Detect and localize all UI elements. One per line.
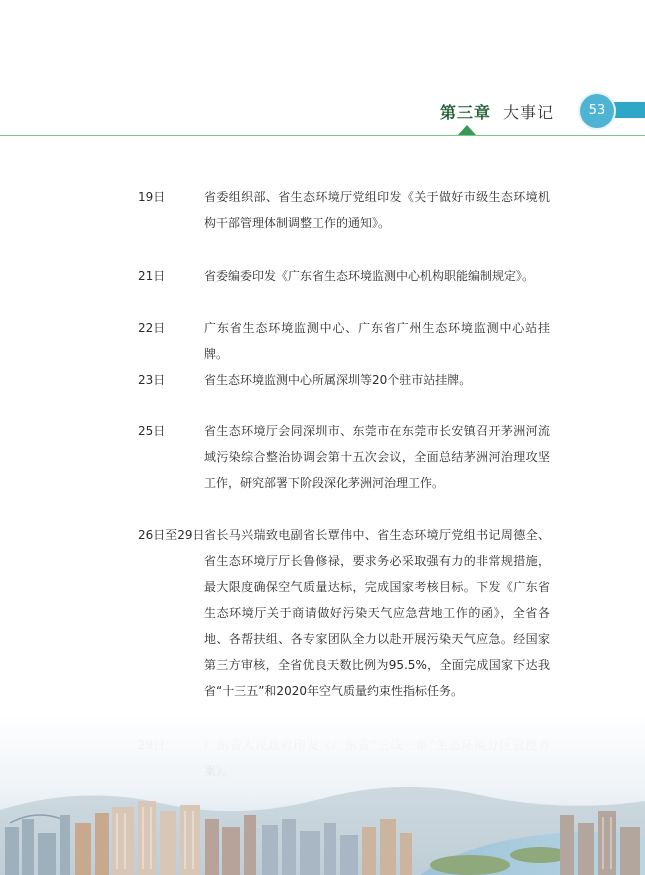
event-date: 21日 — [138, 269, 166, 283]
header-rule — [0, 135, 645, 136]
event-text: 省生态环境监测中心所属深圳等20个驻市站挂牌。 — [204, 373, 472, 387]
event-date: 26日至29日 — [138, 528, 205, 542]
page-number: 53 — [580, 94, 614, 128]
event-text: 省长马兴瑞致电副省长覃伟中、省生态环境厅党组书记周德全、省生态环境厅厅长鲁修禄，要求务必采取强有力的非常规措施，最大限度确保空气质量达标，完成国家考核目标。下发《广东省生态环境厅关于商请做好污染天气应急营地工作的函》，全省各地、各帮扶组、各专家团队全力以赴开展污染天气应急。经国家第三方审核，全省优良天数比例为95.5%，全面完成国家下达我省“十三五”和2020年空气质量约束性指标任务。 — [204, 528, 550, 698]
event-date: 22日 — [138, 321, 166, 335]
event-date: 19日 — [138, 190, 166, 204]
city-skyline-image — [0, 715, 645, 875]
event-text: 省委编委印发《广东省生态环境监测中心机构职能编制规定》。 — [204, 269, 535, 283]
header-marker-icon — [458, 125, 476, 135]
event-text: 省委组织部、省生态环境厅党组印发《关于做好市级生态环境机构干部管理体制调整工作的通知》。 — [204, 190, 550, 230]
event-date: 23日 — [138, 373, 166, 387]
chapter-title: 第三章 — [440, 103, 492, 122]
event-text: 省生态环境厅会同深圳市、东莞市在东莞市长安镇召开茅洲河流域污染综合整治协调会第十五次会议，全面总结茅洲河治理攻坚工作，研究部署下阶段深化茅洲河治理工作。 — [204, 424, 550, 490]
event-text: 广东省生态环境监测中心、广东省广州生态环境监测中心站挂牌。 — [204, 321, 550, 361]
event-date: 25日 — [138, 424, 166, 438]
section-title: 大事记 — [503, 103, 555, 122]
